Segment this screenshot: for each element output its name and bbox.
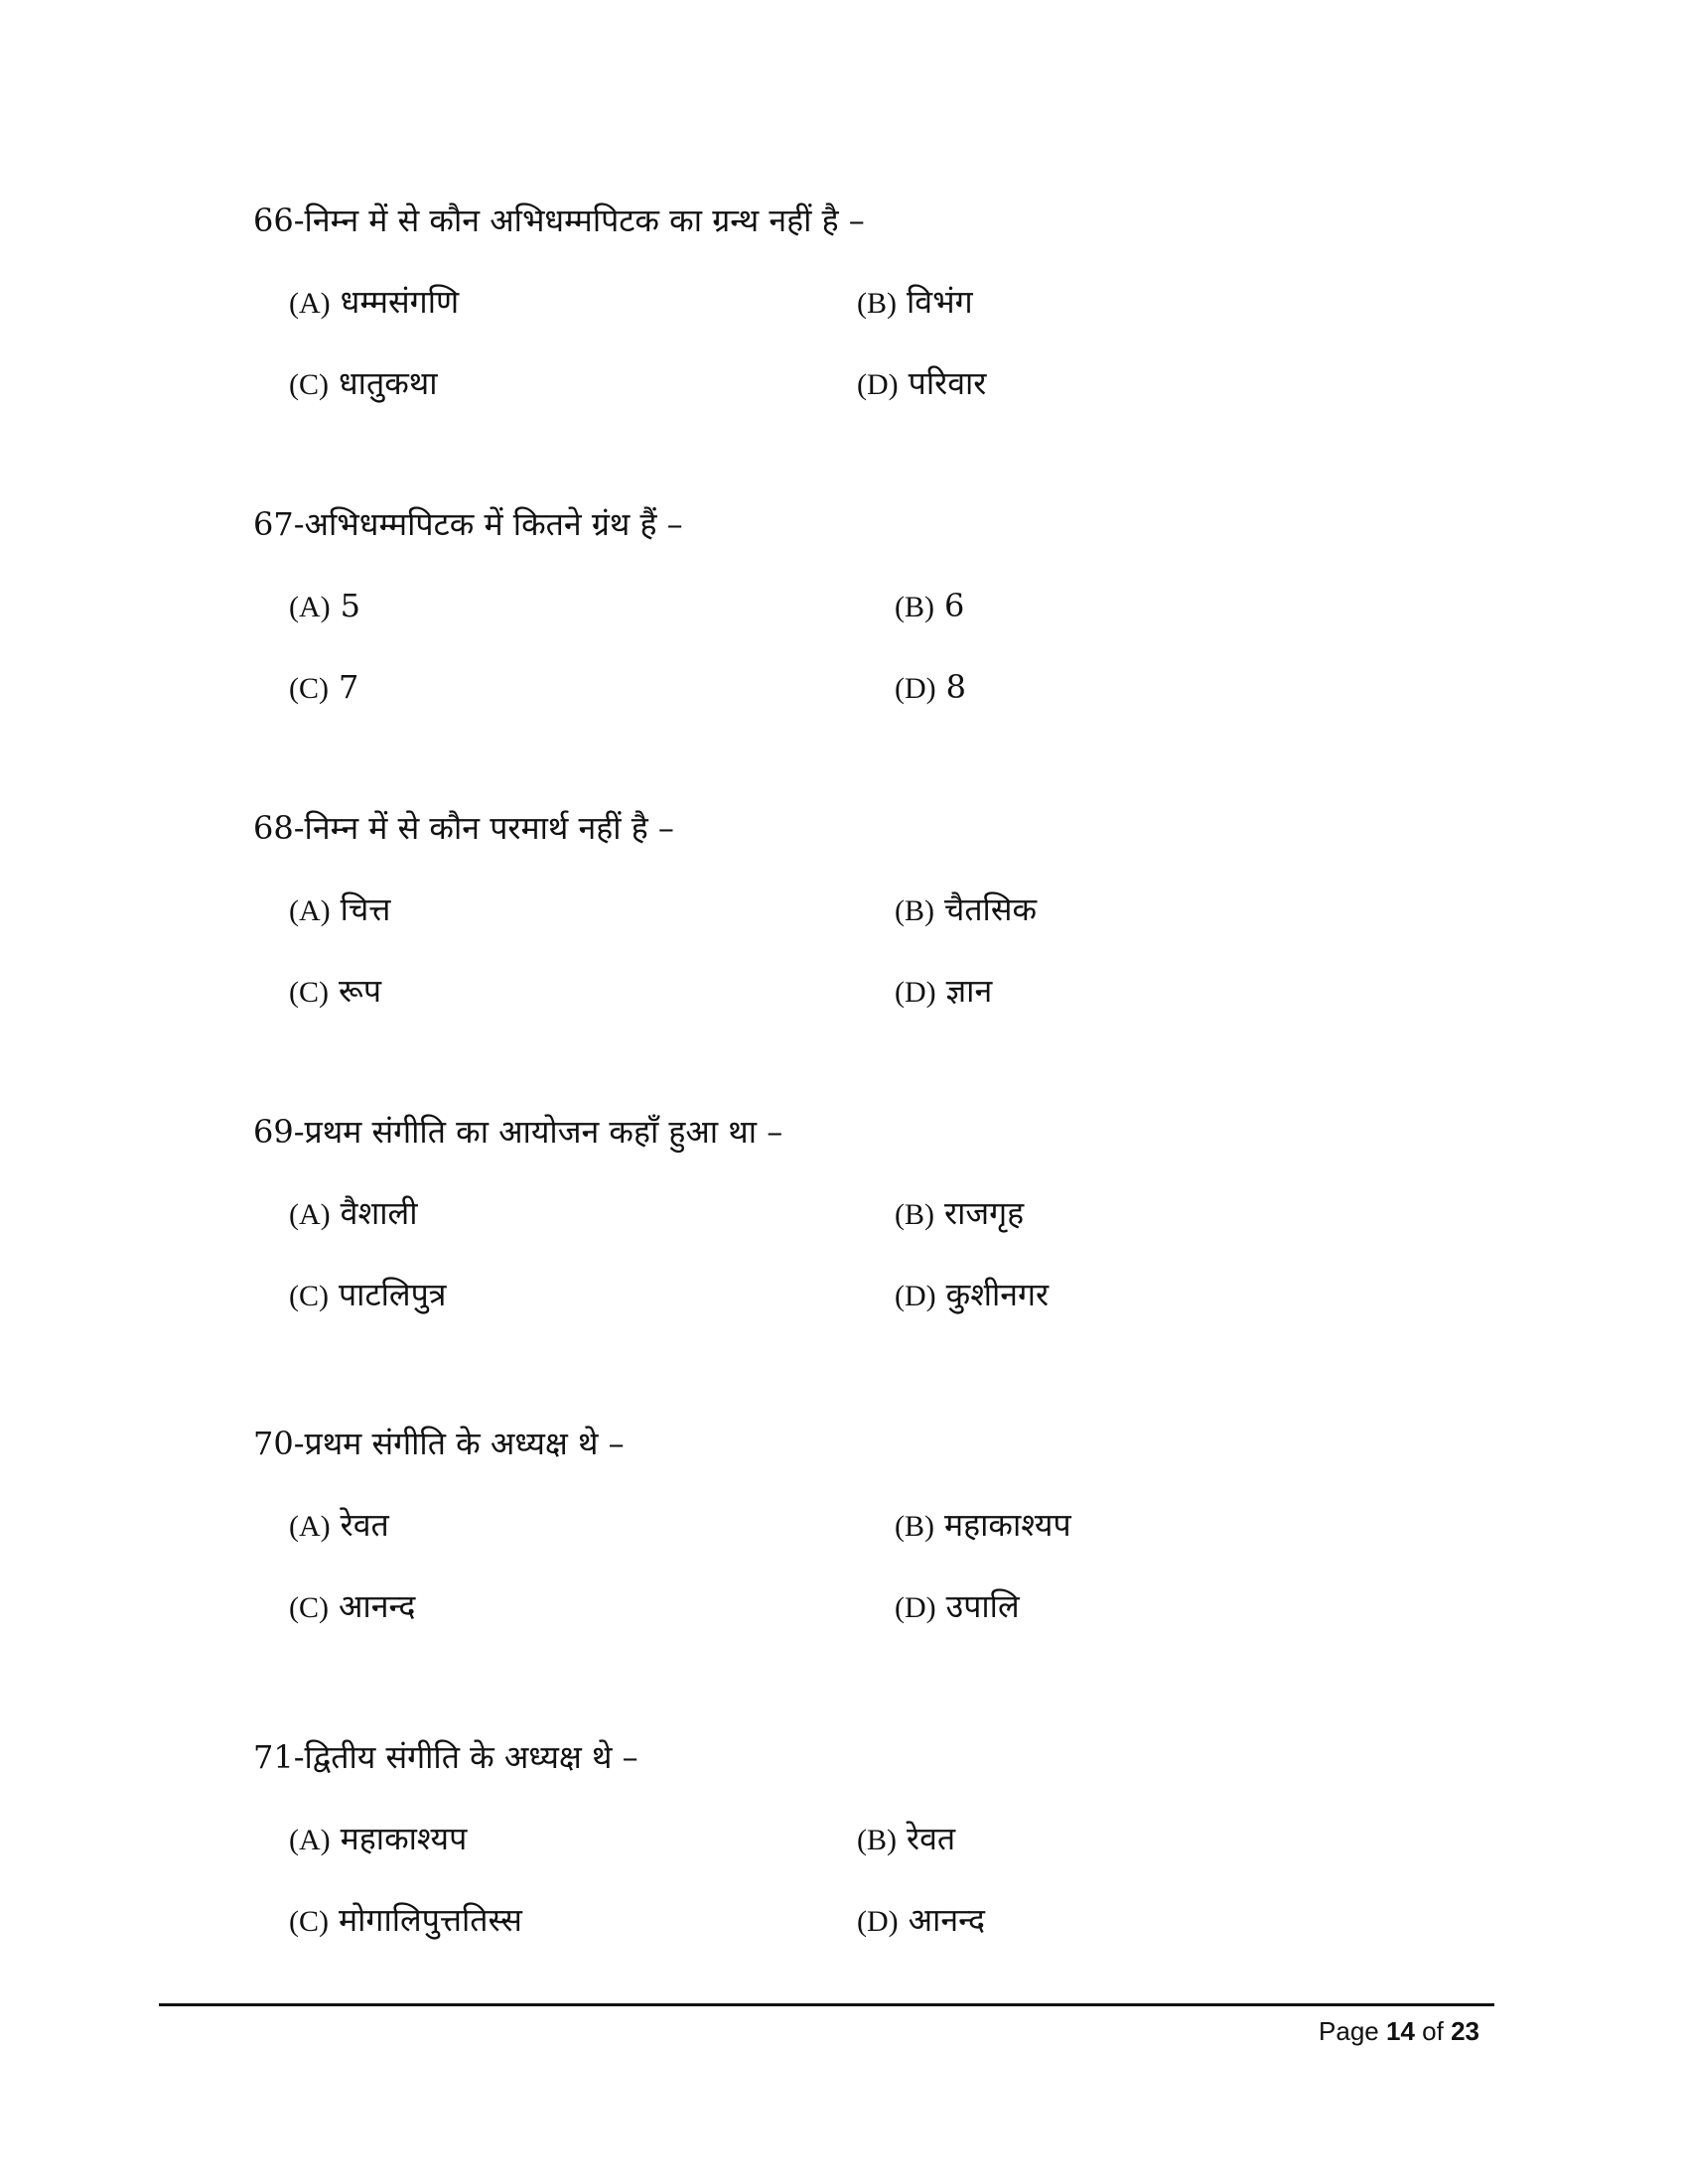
option-d (895, 1273, 1049, 1318)
option-row (289, 584, 1431, 627)
question-69 (253, 1110, 1445, 1313)
option-row (289, 887, 1431, 931)
option-text: पाटलिपुत्र (339, 1276, 447, 1313)
option-letter: (A) (289, 1824, 331, 1856)
option-text: कुशीनगर (945, 1276, 1050, 1313)
option-letter: (A) (289, 287, 331, 320)
option-row (289, 1817, 1431, 1860)
question-66 (253, 199, 1445, 402)
option-letter: (C) (289, 1280, 329, 1312)
option-letter: (A) (289, 1198, 331, 1231)
option-letter: (B) (895, 591, 934, 623)
question-68 (253, 806, 1445, 1010)
option-text: धातुकथा (339, 364, 438, 402)
option-letter: (D) (857, 368, 899, 401)
option-row (289, 665, 1431, 709)
option-row (289, 1584, 1431, 1628)
page-prefix: Page (1319, 2016, 1379, 2046)
option-letter: (C) (289, 1591, 329, 1624)
question-text: 66-निम्न में से कौन अभिधम्मपिटक का ग्रन्थ नहीं है – (253, 202, 865, 239)
option-text: आनन्द (908, 1901, 986, 1939)
option-text: राजगृह (944, 1194, 1025, 1232)
option-text: 8 (945, 668, 967, 706)
question-71 (253, 1735, 1445, 1939)
option-row (289, 1898, 1431, 1942)
option-b (895, 887, 1037, 933)
option-letter: (C) (289, 976, 329, 1009)
option-letter: (C) (289, 672, 329, 705)
option-text: रेवत (907, 1820, 956, 1857)
option-c (289, 1273, 446, 1318)
option-letter: (B) (895, 1510, 934, 1543)
option-text: परिवार (908, 364, 987, 402)
option-a (289, 584, 360, 629)
option-letter: (C) (289, 1905, 329, 1938)
option-letter: (D) (895, 1280, 936, 1312)
question-text: 71-द्वितीय संगीति के अध्यक्ष थे – (253, 1738, 638, 1776)
option-c (289, 1584, 415, 1630)
page-total: 23 (1451, 2016, 1479, 2046)
option-letter: (A) (289, 894, 331, 927)
option-row (289, 280, 1431, 324)
question-text: 67-अभिधम्मपिटक में कितने ग्रंथ हैं – (253, 505, 683, 543)
option-c (289, 969, 381, 1015)
option-letter: (D) (895, 1591, 936, 1624)
option-text: महाकाश्यप (944, 1506, 1071, 1544)
option-a (289, 1191, 417, 1237)
option-text: 5 (340, 587, 361, 624)
page-current: 14 (1386, 2016, 1415, 2046)
option-text: ज्ञान (945, 972, 993, 1010)
option-row (289, 361, 1431, 405)
option-text: आनन्द (339, 1587, 416, 1625)
option-text: 7 (339, 668, 359, 706)
question-text: 69-प्रथम संगीति का आयोजन कहाँ हुआ था – (253, 1113, 783, 1151)
question-70 (253, 1422, 1445, 1625)
option-text: रेवत (340, 1506, 389, 1544)
option-b (857, 1817, 955, 1862)
option-text: वैशाली (340, 1194, 418, 1232)
option-c (289, 1898, 522, 1944)
question-67 (253, 502, 1445, 706)
option-text: धम्मसंगणि (340, 283, 460, 321)
option-a (289, 887, 390, 933)
option-a (289, 280, 459, 326)
option-d (857, 1898, 985, 1944)
option-letter: (B) (857, 1824, 897, 1856)
option-row (289, 1503, 1431, 1547)
option-text: चैतसिक (944, 890, 1038, 928)
option-letter: (A) (289, 591, 331, 623)
option-d (857, 361, 986, 407)
option-text: विभंग (907, 283, 973, 321)
option-c (289, 361, 438, 407)
option-b (895, 584, 964, 629)
option-letter: (C) (289, 368, 329, 401)
page-of: of (1422, 2016, 1444, 2046)
option-text: रूप (339, 972, 382, 1010)
option-letter: (D) (895, 672, 936, 705)
option-b (857, 280, 973, 326)
question-text: 68-निम्न में से कौन परमार्थ नहीं है – (253, 809, 674, 847)
option-letter: (B) (857, 287, 897, 320)
option-d (895, 969, 992, 1015)
option-a (289, 1503, 389, 1549)
option-row (289, 1191, 1431, 1235)
option-d (895, 665, 966, 711)
option-text: उपालि (945, 1587, 1020, 1625)
footer-divider (159, 2003, 1494, 2006)
option-row (289, 1273, 1431, 1316)
option-row (289, 969, 1431, 1013)
option-c (289, 665, 358, 711)
option-text: महाकाश्यप (340, 1820, 468, 1857)
option-d (895, 1584, 1020, 1630)
option-b (895, 1503, 1071, 1549)
question-text: 70-प्रथम संगीति के अध्यक्ष थे – (253, 1425, 625, 1462)
option-letter: (D) (895, 976, 936, 1009)
option-letter: (B) (895, 894, 934, 927)
option-letter: (D) (857, 1905, 899, 1938)
option-text: चित्त (340, 890, 391, 928)
option-letter: (A) (289, 1510, 331, 1543)
page-number (1319, 2013, 1479, 2049)
option-text: 6 (944, 587, 965, 624)
option-a (289, 1817, 467, 1862)
option-b (895, 1191, 1024, 1237)
option-text: मोगालिपुत्ततिस्स (339, 1901, 522, 1939)
option-letter: (B) (895, 1198, 934, 1231)
